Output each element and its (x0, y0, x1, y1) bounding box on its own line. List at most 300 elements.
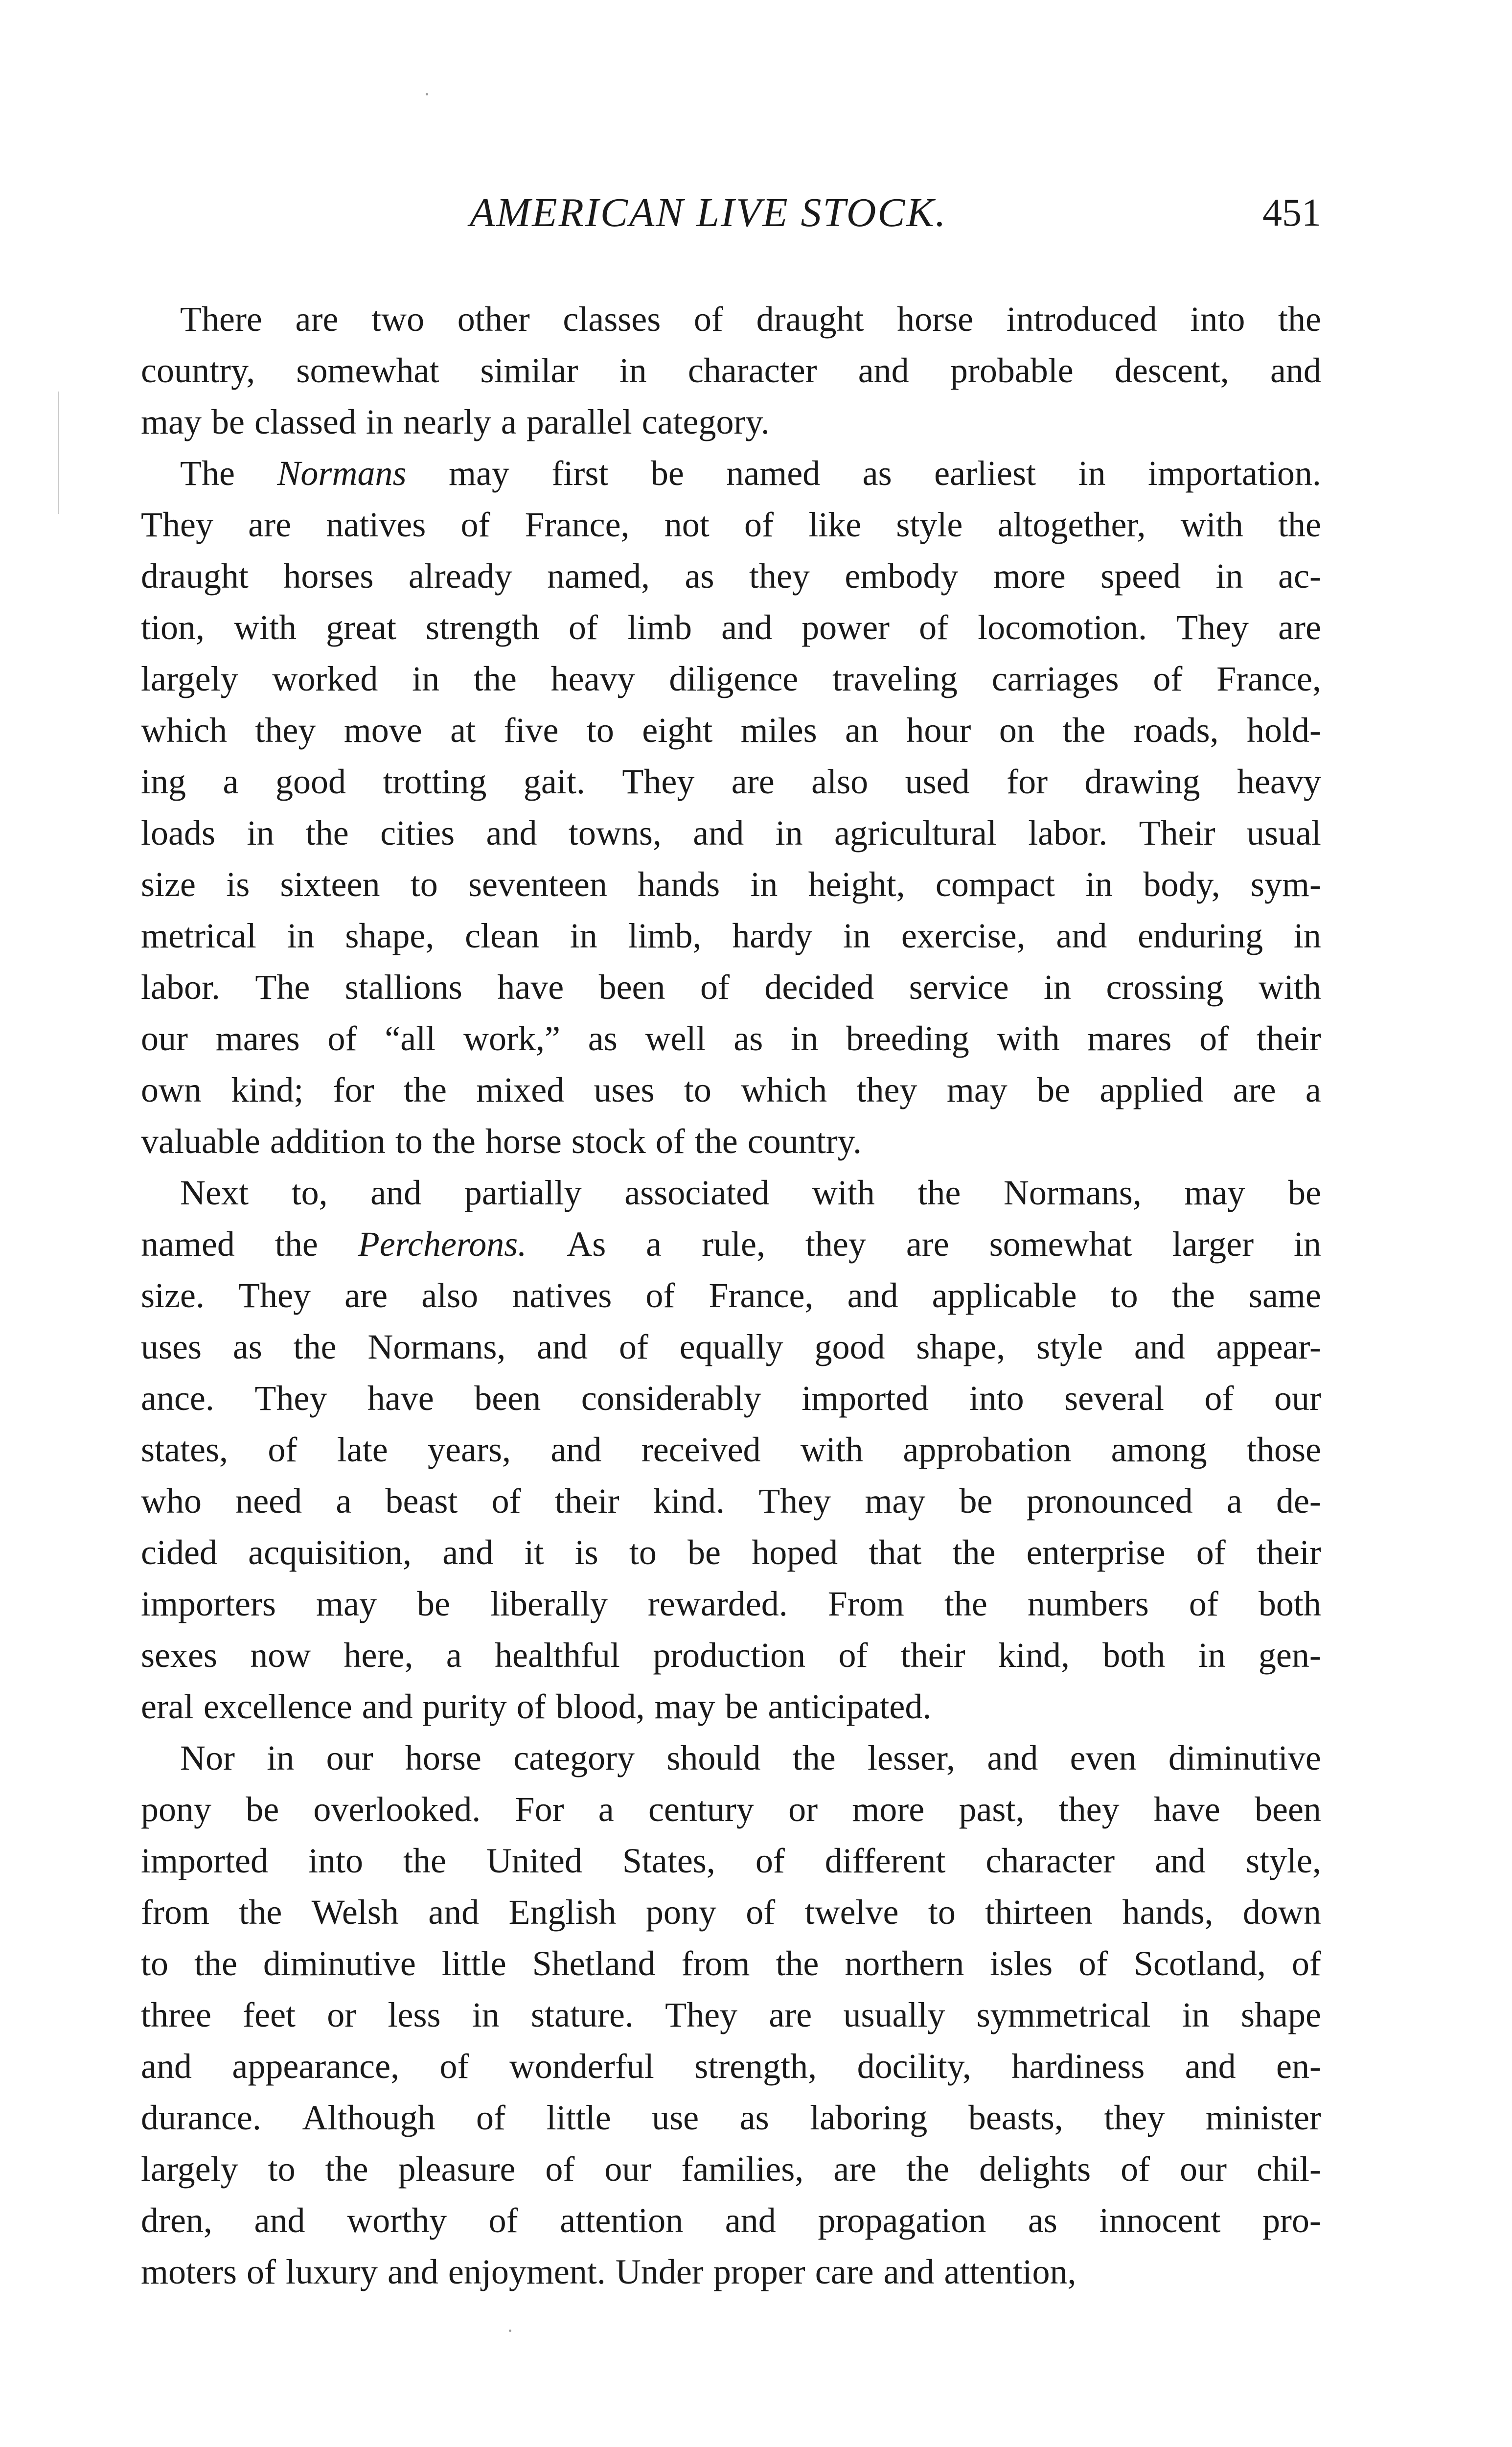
word: need (235, 1481, 302, 1521)
word: locomotion. (978, 608, 1147, 647)
word: of (1291, 1944, 1321, 1983)
word: character (985, 1841, 1115, 1880)
word: mixed (476, 1070, 565, 1109)
word: mares (215, 1019, 300, 1058)
word: may (316, 1584, 377, 1623)
word: have (367, 1379, 434, 1418)
word: The (180, 454, 235, 493)
word: lesser, (867, 1738, 956, 1778)
word: drawing (1084, 762, 1200, 801)
word: appear- (1216, 1327, 1321, 1366)
word: named (726, 454, 821, 493)
text-line (141, 1989, 1321, 2041)
word: in (472, 1995, 500, 2034)
word: traveling (832, 659, 958, 698)
word: like (808, 505, 862, 544)
word: of (476, 2098, 506, 2137)
word: a (446, 1636, 462, 1675)
word: They (1176, 608, 1249, 647)
word: of (693, 300, 723, 339)
word: liberally (490, 1584, 608, 1623)
word: they (805, 1224, 866, 1264)
word: may (946, 1070, 1008, 1109)
word: twelve (804, 1893, 899, 1932)
word: equally (679, 1327, 783, 1366)
word: be (687, 1533, 721, 1572)
word: States, (622, 1841, 715, 1880)
word: hands (638, 865, 720, 904)
word: and (883, 2252, 935, 2291)
word: diligence (669, 659, 799, 698)
word: feet (243, 1995, 296, 2034)
word: with (997, 1019, 1060, 1058)
text-line (141, 1527, 1321, 1578)
word: They (758, 1481, 831, 1521)
word: gait. (523, 762, 585, 801)
word: France, (525, 505, 630, 544)
word: character (687, 351, 817, 390)
word: a (646, 1224, 662, 1264)
word: classes (563, 300, 661, 339)
word: to, (291, 1173, 328, 1212)
word: of (655, 1122, 685, 1161)
text-line (141, 1116, 1321, 1167)
word: natives (512, 1276, 612, 1315)
word: moters (141, 2252, 237, 2291)
word: hardiness (1011, 2047, 1145, 2086)
word: Normans (277, 454, 407, 493)
word: in (750, 865, 778, 904)
text-line (141, 1321, 1321, 1373)
word: named (141, 1224, 235, 1264)
word: may (865, 1481, 926, 1521)
word: numbers (1027, 1584, 1149, 1623)
word: a (501, 402, 517, 441)
word: beasts, (968, 2098, 1063, 2137)
word: and (847, 1276, 898, 1315)
word: been (1254, 1790, 1321, 1829)
word: five (504, 711, 559, 750)
word: the (1278, 300, 1321, 339)
running-head: AMERICAN LIVE STOCK. (470, 190, 947, 235)
word: their (1256, 1019, 1321, 1058)
word: be (725, 1687, 758, 1726)
word: here, (344, 1636, 413, 1675)
page-header (137, 181, 1321, 245)
word: From (827, 1584, 904, 1623)
word: of (246, 2252, 276, 2291)
word: largely (141, 659, 238, 698)
word: have (1153, 1790, 1220, 1829)
word: overlooked. (313, 1790, 481, 1829)
text-line (141, 705, 1321, 756)
word: be (246, 1790, 279, 1829)
word: limb, (628, 916, 702, 955)
word: are (731, 762, 775, 801)
word: of (744, 505, 774, 544)
word: in (267, 1738, 295, 1778)
word: in (1293, 916, 1321, 955)
word: the (305, 813, 349, 853)
word: imported (802, 1379, 929, 1418)
word: late (337, 1430, 388, 1469)
word: trotting (383, 762, 487, 801)
word: northern (845, 1944, 964, 1983)
word: a (598, 1790, 614, 1829)
word: kind; (231, 1070, 304, 1109)
word: the (275, 1224, 318, 1264)
word: towns, (568, 813, 662, 853)
word: largely (141, 2149, 238, 2189)
word: embody (845, 556, 959, 596)
word: style (1036, 1327, 1103, 1366)
word: different (825, 1841, 946, 1880)
word: height, (808, 865, 905, 904)
word: of (746, 1893, 776, 1932)
text-line (141, 2195, 1321, 2246)
word: in (1198, 1636, 1226, 1675)
word: importers (141, 1584, 276, 1623)
word: the (1171, 1276, 1215, 1315)
text-line (141, 1784, 1321, 1835)
word: from (141, 1893, 209, 1932)
word: sixteen (280, 865, 380, 904)
word: and (537, 1327, 588, 1366)
word: great (326, 608, 396, 647)
word: of (1078, 1944, 1108, 1983)
word: as (862, 454, 892, 493)
word: valuable (141, 1122, 260, 1161)
word: to (395, 1122, 423, 1161)
text-line (141, 653, 1321, 705)
word: good (814, 1327, 885, 1366)
word: who (141, 1481, 202, 1521)
word: Shetland (532, 1944, 656, 1983)
text-line (141, 1835, 1321, 1887)
word: kind, (998, 1636, 1070, 1675)
text-line (141, 1681, 1321, 1732)
word: worked (272, 659, 378, 698)
word: have (497, 968, 564, 1007)
word: horse (897, 300, 974, 339)
text-line (141, 808, 1321, 859)
word: the (694, 1122, 738, 1161)
word: little (441, 1944, 506, 1983)
word: in (1044, 968, 1072, 1007)
word: their (1256, 1533, 1321, 1572)
text-line (141, 910, 1321, 962)
word: past, (959, 1790, 1025, 1829)
word: to (684, 1070, 711, 1109)
word: not (664, 505, 710, 544)
word: our (1274, 1379, 1321, 1418)
word: the (906, 2149, 950, 2189)
text-line (141, 1732, 1321, 1784)
word: been (474, 1379, 541, 1418)
word: agricultural (834, 813, 997, 853)
word: in (1182, 1995, 1210, 2034)
word: compact (935, 865, 1055, 904)
word: and (486, 813, 537, 853)
word: rewarded. (647, 1584, 788, 1623)
word: chil- (1257, 2149, 1321, 2189)
word: They (622, 762, 695, 801)
word: country, (141, 351, 255, 390)
word: similar (480, 351, 578, 390)
word: use (652, 2098, 699, 2137)
text-line (141, 756, 1321, 808)
word: crossing (1106, 968, 1224, 1007)
word: the (194, 1944, 237, 1983)
word: to (629, 1533, 657, 1572)
word: For (515, 1790, 564, 1829)
word: style (896, 505, 963, 544)
word: the (403, 1841, 446, 1880)
text-line (141, 2144, 1321, 2195)
word: more (993, 556, 1066, 596)
word: uses (141, 1327, 202, 1366)
text-line (141, 1373, 1321, 1424)
word: of (491, 1481, 521, 1521)
word: more (852, 1790, 925, 1829)
word: two (371, 300, 425, 339)
word: they (1104, 2098, 1165, 2137)
word: symmetrical (976, 1995, 1151, 2034)
word: nearly (403, 402, 491, 441)
word: and (442, 1533, 494, 1572)
word: sym- (1250, 865, 1321, 904)
word: speed (1100, 556, 1181, 596)
word: to (1110, 1276, 1138, 1315)
word: Percherons. (358, 1224, 527, 1264)
word: of (516, 1687, 546, 1726)
word: may (448, 454, 509, 493)
word: Although (302, 2098, 435, 2137)
text-line (141, 859, 1321, 910)
word: Under (615, 2252, 704, 2291)
word: shape, (916, 1327, 1006, 1366)
word: pronounced (1026, 1481, 1193, 1521)
word: strength (426, 608, 539, 647)
word: which (141, 711, 227, 750)
text-line (141, 1938, 1321, 1989)
word: the (239, 1893, 282, 1932)
word: attention, (944, 2252, 1077, 2291)
word: in (570, 916, 597, 955)
word: innocent (1099, 2201, 1221, 2240)
word: attention (560, 2201, 684, 2240)
word: stock (571, 1122, 646, 1161)
word: power (802, 608, 890, 647)
word: in (1215, 556, 1243, 596)
word: acquisition, (248, 1533, 412, 1572)
word: also (811, 762, 869, 801)
word: of (645, 1276, 675, 1315)
word: is (574, 1533, 598, 1572)
word: as (232, 1327, 262, 1366)
word: in (1085, 865, 1113, 904)
text-line (141, 551, 1321, 602)
word: eight (642, 711, 713, 750)
word: size (141, 865, 196, 904)
word: hoped (752, 1533, 838, 1572)
word: already (408, 556, 512, 596)
word: altogether, (997, 505, 1146, 544)
word: As (567, 1224, 606, 1264)
word: classed (254, 402, 356, 441)
word: They (665, 1995, 738, 2034)
text-line (141, 1064, 1321, 1116)
word: hour (906, 711, 971, 750)
word: excellence (203, 1687, 352, 1726)
word: to (410, 865, 438, 904)
word: They (254, 1379, 327, 1418)
word: France, (709, 1276, 814, 1315)
word: their (900, 1636, 965, 1675)
word: service (909, 968, 1009, 1007)
word: it (524, 1533, 544, 1572)
paragraph (141, 1167, 1321, 1732)
word: wonderful (509, 2047, 654, 2086)
word: cities (380, 813, 455, 853)
word: anticipated. (768, 1687, 932, 1726)
text-line (141, 294, 1321, 345)
word: usually (843, 1995, 945, 2034)
word: among (1111, 1430, 1207, 1469)
word: seventeen (468, 865, 607, 904)
word: that (869, 1533, 922, 1572)
word: and (1056, 916, 1107, 955)
word: used (905, 762, 970, 801)
word: carriages (991, 659, 1119, 698)
word: Next (180, 1173, 249, 1212)
word: in (775, 813, 803, 853)
word: with (812, 1173, 875, 1212)
text-line (141, 2246, 1321, 2298)
word: are (248, 505, 292, 544)
word: been (598, 968, 665, 1007)
word: also (421, 1276, 479, 1315)
word: and (362, 1687, 413, 1726)
word: are (906, 1224, 949, 1264)
word: healthful (495, 1636, 620, 1675)
paper-speck (426, 93, 428, 95)
word: good (275, 762, 346, 801)
word: luxury (285, 2252, 378, 2291)
word: our (604, 2149, 652, 2189)
word: en- (1276, 2047, 1321, 2086)
word: heavy (1237, 762, 1321, 801)
word: propagation (818, 2201, 986, 2240)
word: is (226, 865, 250, 904)
word: work,” (463, 1019, 560, 1058)
word: are (769, 1995, 812, 2034)
word: even (1070, 1738, 1137, 1778)
margin-mark (58, 392, 59, 514)
word: eral (141, 1687, 194, 1726)
word: into (1190, 300, 1245, 339)
word: larger (1172, 1224, 1254, 1264)
word: horse (405, 1738, 481, 1778)
word: of (1199, 1019, 1229, 1058)
word: United (486, 1841, 582, 1880)
word: or (788, 1790, 818, 1829)
word: pony (141, 1790, 211, 1829)
word: proper (713, 2252, 805, 2291)
word: pro- (1262, 2201, 1321, 2240)
word: a (223, 762, 239, 801)
word: de- (1276, 1481, 1321, 1521)
word: parallel (526, 402, 632, 441)
body-text (141, 294, 1321, 2364)
word: of (1189, 1584, 1218, 1623)
word: and (1134, 1327, 1185, 1366)
word: usual (1246, 813, 1321, 853)
word: miles (740, 711, 817, 750)
word: English (508, 1893, 617, 1932)
word: three (141, 1995, 211, 2034)
word: and (428, 1893, 480, 1932)
word: labor. (1028, 813, 1108, 853)
word: little (546, 2098, 611, 2137)
word: labor. (141, 968, 220, 1007)
word: somewhat (989, 1224, 1132, 1264)
page-number: 451 (1262, 191, 1321, 234)
word: probable (950, 351, 1074, 390)
word: and (1185, 2047, 1236, 2086)
word: in (366, 402, 393, 441)
word: earliest (934, 454, 1036, 493)
word: in (287, 916, 315, 955)
word: they (749, 556, 810, 596)
word: decided (764, 968, 874, 1007)
word: stature. (530, 1995, 634, 2034)
word: blood, (555, 1687, 645, 1726)
word: years, (428, 1430, 511, 1469)
word: style, (1246, 1841, 1321, 1880)
word: minister (1205, 2098, 1321, 2137)
word: of (919, 608, 949, 647)
word: be (959, 1481, 993, 1521)
word: delights (979, 2149, 1091, 2189)
word: Their (1139, 813, 1215, 853)
word: and (693, 813, 744, 853)
word: be (1287, 1173, 1321, 1212)
word: the (293, 1327, 337, 1366)
word: several (1064, 1379, 1164, 1418)
word: down (1242, 1893, 1321, 1932)
word: both (1258, 1584, 1321, 1623)
word: should (666, 1738, 761, 1778)
text-line (141, 1476, 1321, 1527)
word: Scotland, (1134, 1944, 1266, 1983)
word: as (739, 2098, 769, 2137)
word: families, (681, 2149, 804, 2189)
word: and (858, 351, 909, 390)
word: to (268, 2149, 296, 2189)
word: applicable (932, 1276, 1077, 1315)
word: the (403, 1070, 447, 1109)
text-line (141, 345, 1321, 396)
word: hands, (1122, 1893, 1214, 1932)
word: pleasure (398, 2149, 516, 2189)
word: and (987, 1738, 1038, 1778)
word: with (1180, 505, 1243, 544)
word: metrical (141, 916, 256, 955)
word: The (255, 968, 310, 1007)
word: enterprise (1026, 1533, 1166, 1572)
word: the (1062, 711, 1106, 750)
